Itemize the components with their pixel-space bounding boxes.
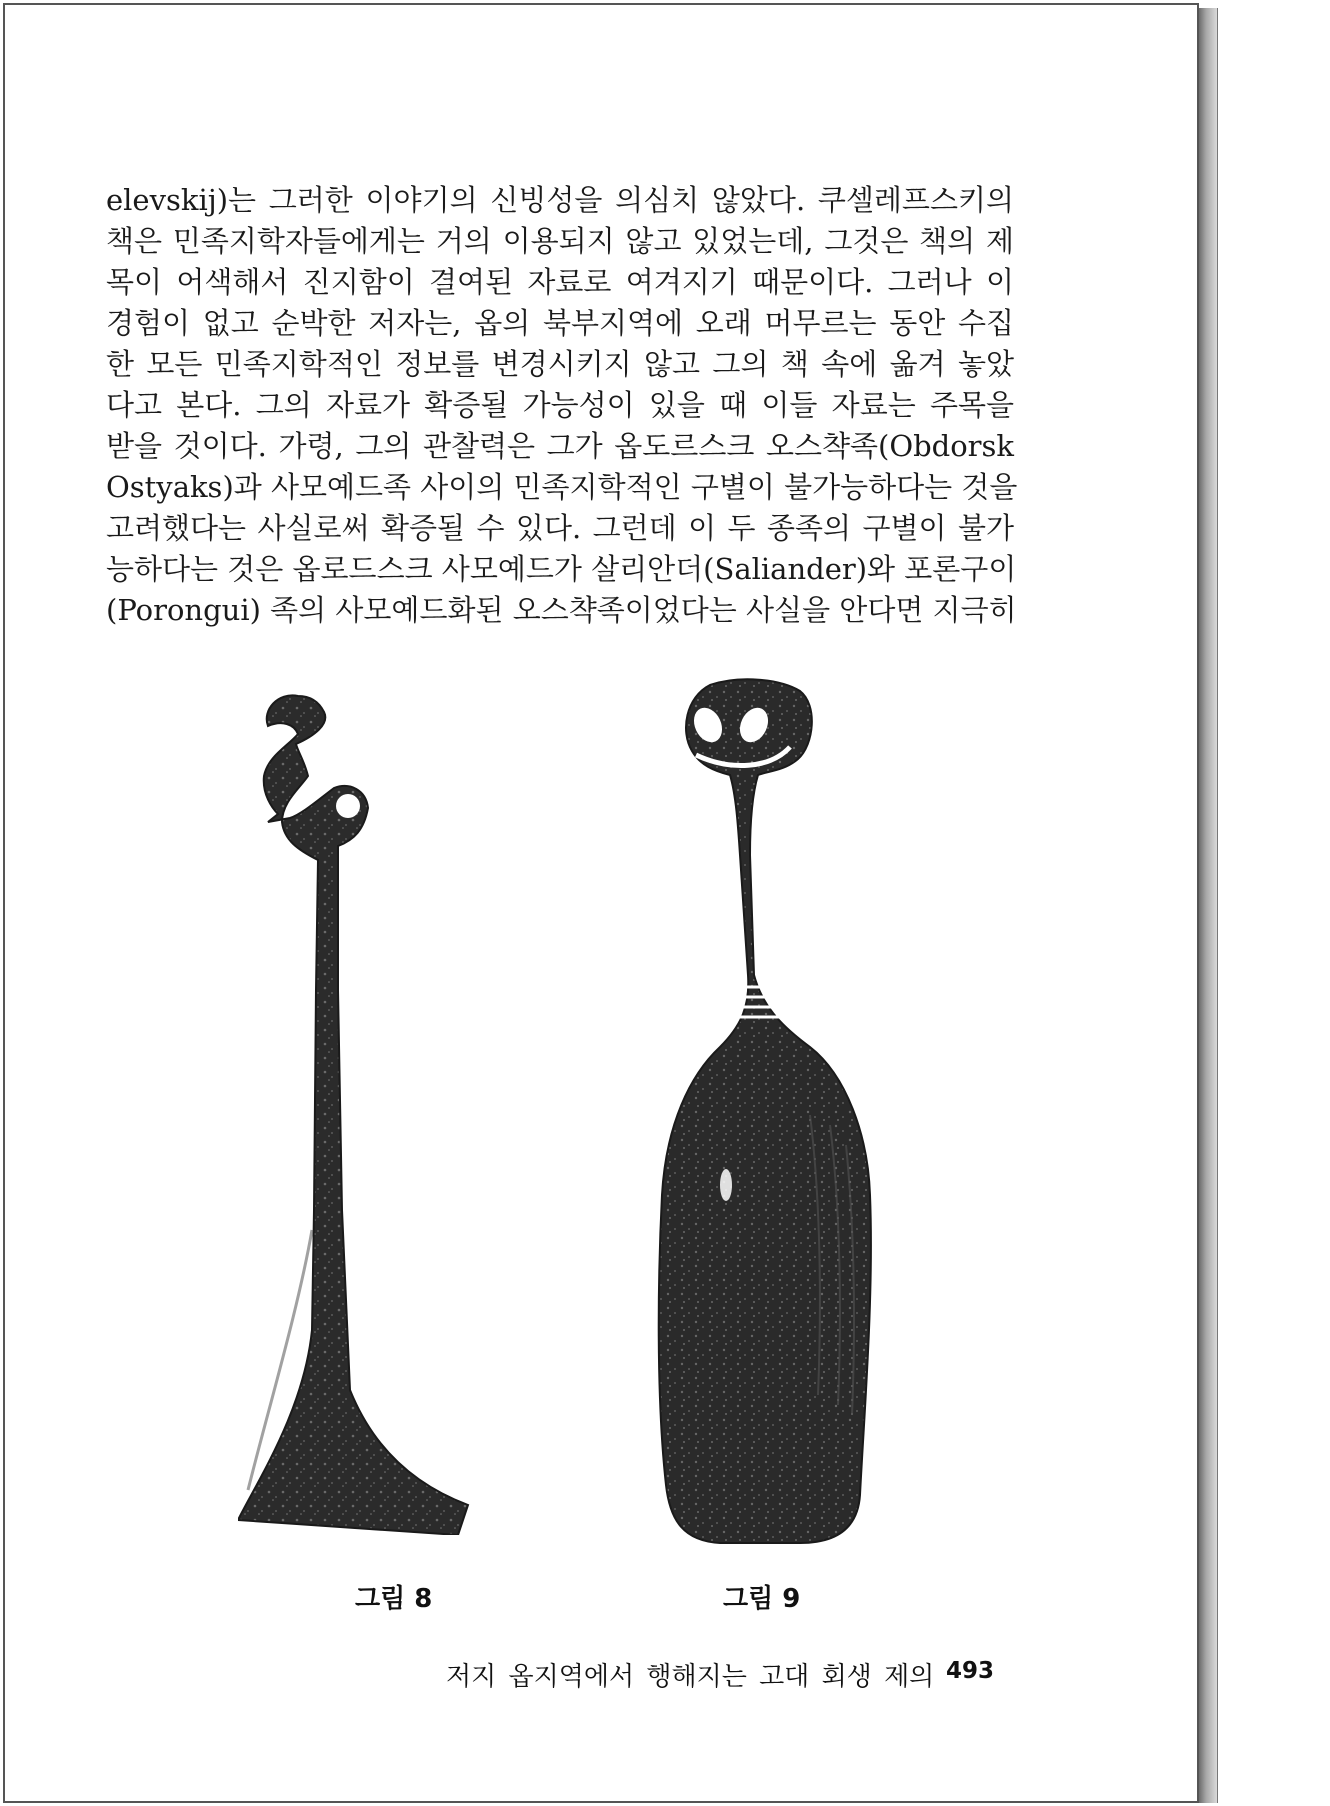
running-head: 저지 옵지역에서 행해지는 고대 회생 제의 bbox=[446, 1662, 935, 1692]
page-edge-shadow bbox=[1199, 8, 1218, 1803]
body-line: 다고 본다. 그의 자료가 확증될 가능성이 있을 때 이들 자료는 주목을 bbox=[106, 388, 1014, 422]
page-number: 493 bbox=[946, 1658, 995, 1684]
figure-8-caption: 그림 8 bbox=[355, 1584, 433, 1614]
body-line: 능하다는 것은 옵로드스크 사모예드가 살리안더(Saliander)와 포론구이 bbox=[106, 552, 1017, 586]
body-line: 목이 어색해서 진지함이 결여된 자료로 여겨지기 때문이다. 그러나 이 bbox=[106, 265, 1014, 299]
body-line: 고려했다는 사실로써 확증될 수 있다. 그런데 이 두 종족의 구별이 불가 bbox=[106, 511, 1014, 545]
body-line: 한 모든 민족지학적인 정보를 변경시키지 않고 그의 책 속에 옮겨 놓았 bbox=[106, 347, 1014, 381]
figure-9-caption: 그림 9 bbox=[723, 1584, 801, 1614]
figure-9-paddle-image bbox=[650, 675, 880, 1545]
body-line: 받을 것이다. 가령, 그의 관찰력은 그가 옵도르스크 오스챡족(Obdorsk bbox=[106, 429, 1014, 463]
body-line: Ostyaks)과 사모예드족 사이의 민족지학적인 구별이 불가능하다는 것을 bbox=[106, 470, 1018, 504]
body-line: 경험이 없고 순박한 저자는, 옵의 북부지역에 오래 머무르는 동안 수집 bbox=[106, 306, 1014, 340]
body-text bbox=[106, 180, 1018, 631]
figure-8-spatula-image bbox=[238, 690, 513, 1535]
body-line: 책은 민족지학자들에게는 거의 이용되지 않고 있었는데, 그것은 책의 제 bbox=[106, 224, 1014, 258]
body-line: (Porongui) 족의 사모예드화된 오스챡족이었다는 사실을 안다면 지극히 bbox=[106, 593, 1017, 627]
body-line: elevskij)는 그러한 이야기의 신빙성을 의심치 않았다. 쿠셀레프스키의 bbox=[106, 183, 1014, 217]
